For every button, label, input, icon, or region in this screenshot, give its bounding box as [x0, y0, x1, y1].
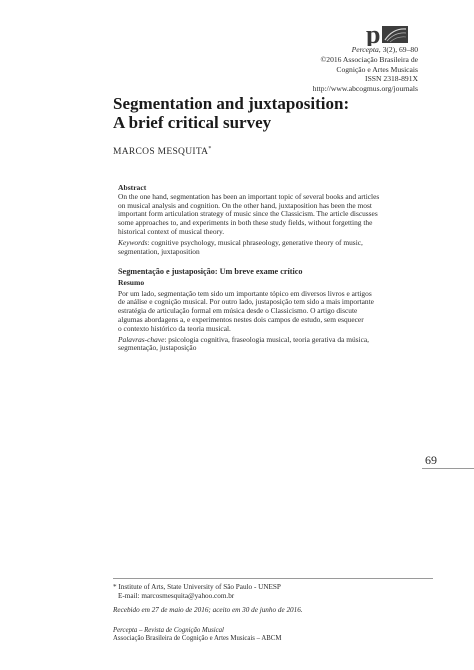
author: [113, 146, 212, 157]
footnote-affiliation: * Institute of Arts, State University of São Paulo - UNESP: [113, 583, 281, 591]
resumo-heading: Resumo: [118, 277, 145, 287]
footnote: [113, 583, 281, 601]
journal-info: [313, 45, 418, 94]
keywords-label: Keywords: [118, 237, 148, 247]
issn: ISSN 2318-891X: [365, 74, 418, 84]
palavras-chave-continued: segmentação, justaposição: [118, 343, 197, 353]
abstract-line: some approaches to, and experiments in both these study fields, without forgetting the: [118, 218, 373, 228]
portuguese-title: Segmentação e justaposição: Um breve exame crítico: [118, 267, 303, 276]
journal-footer-association: Associação Brasileira de Cognição e Artes Musicais – ABCM: [113, 635, 282, 643]
abstract-heading: Abstract: [118, 183, 147, 192]
footnote-email: E-mail: marcosmesquita@yahoo.com.br: [118, 592, 235, 600]
copyright-line-2: Cognição e Artes Musicais: [336, 64, 418, 74]
journal-url[interactable]: http://www.abcogmus.org/journals: [312, 84, 418, 94]
logo-letter: p: [366, 24, 381, 46]
footnote-rule: [113, 578, 433, 579]
abstract-line: important form articulation strategy of music since the Classicism. The article discusses: [118, 209, 378, 219]
resumo-line: Por um lado, segmentação tem sido um importante tópico em diversos livros e artigos: [118, 288, 372, 298]
resumo-line: o contexto histórico da teoria musical.: [118, 323, 231, 333]
page-number-rule: [422, 468, 474, 469]
received-dates: Recebido em 27 de maio de 2016; aceito em 30 de junho de 2016.: [113, 606, 303, 614]
author-footnote-marker: *: [208, 146, 212, 152]
journal-logo: [366, 24, 412, 46]
journal-footer-name: Percepta – Revista de Cognição Musical: [113, 627, 224, 634]
resumo-line: estratégia de articulação formal em música desde o Classicismo. O artigo discute: [118, 306, 358, 316]
abstract-line: historical context of musical theory.: [118, 226, 225, 236]
resumo-line: de análise e cognição musical. Por outro lado, justaposição tem sido a mais importante: [118, 297, 374, 307]
abstract-line: on musical analysis and cognition. On the other hand, juxtaposition has been the most: [118, 200, 372, 210]
title-line-1: Segmentation and juxtaposition:: [113, 94, 350, 113]
portuguese-section: [118, 268, 420, 353]
copyright-line: ©2016 Associação Brasileira de: [320, 54, 418, 64]
article-title: [113, 94, 433, 132]
journal-footer: [113, 627, 281, 644]
abstract-section: [118, 184, 420, 256]
citation: Percepta, 3(2), 69–80: [351, 45, 418, 54]
palavras-chave: Palavras-chave: psicologia cognitiva, fraseologia musical, teoria gerativa da música,: [118, 334, 370, 344]
abstract-line: On the one hand, segmentation has been an important topic of several books and articles: [118, 191, 380, 201]
palavras-chave-label: Palavras-chave: [118, 334, 165, 344]
title-line-2: A brief critical survey: [113, 113, 272, 132]
author-name: MARCOS MESQUITA: [113, 147, 209, 158]
page-number: 69: [425, 453, 437, 467]
resumo-line: algumas abordagens a, e experimentos nestes dois campos de estudo, sem esquecer: [118, 314, 364, 324]
keywords-continued: segmentation, juxtaposition: [118, 246, 200, 256]
keywords: Keywords: cognitive psychology, musical phraseology, generative theory of music,: [118, 237, 363, 247]
